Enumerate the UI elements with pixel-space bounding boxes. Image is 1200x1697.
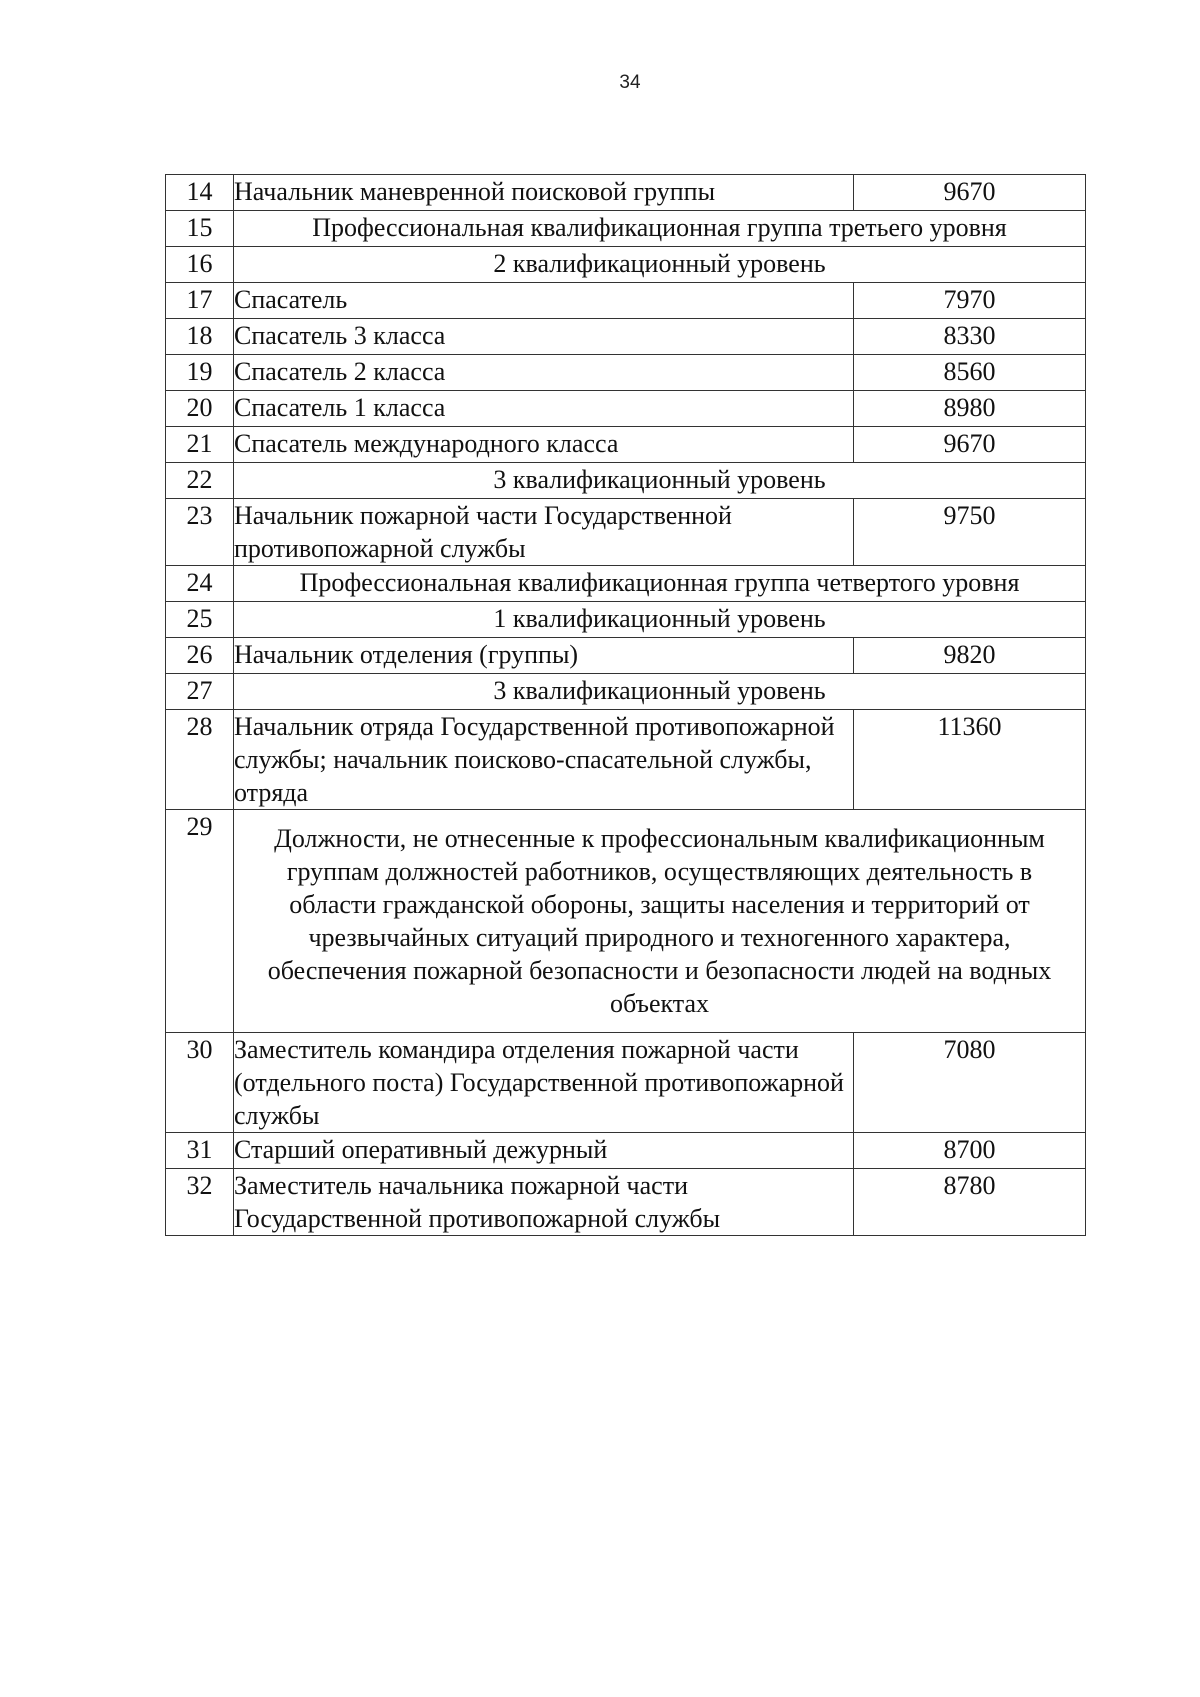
other-positions-heading: Должности, не отнесенные к профессиональным квалификационным группам должностей работников, осуществляющих деятельность в области гражданской обороны, защиты населения и территорий от чрезвычайных ситуаций природного и техногенного характера, обеспечения пожарной безопасности и безопасности людей на водных объектах: [234, 810, 1086, 1033]
row-number: 24: [166, 566, 234, 602]
salary-value: 9820: [854, 638, 1086, 674]
table-row: [166, 427, 1086, 463]
position-name: Заместитель начальника пожарной части Государственной противопожарной службы: [234, 1169, 854, 1236]
position-name: Начальник пожарной части Государственной противопожарной службы: [234, 499, 854, 566]
salary-value: 8980: [854, 391, 1086, 427]
row-number: 22: [166, 463, 234, 499]
table-row: [166, 1133, 1086, 1169]
group-heading: Профессиональная квалификационная группа четвертого уровня: [234, 566, 1086, 602]
salary-value: 11360: [854, 710, 1086, 810]
position-name: Старший оперативный дежурный: [234, 1133, 854, 1169]
level-heading: 3 квалификационный уровень: [234, 674, 1086, 710]
row-number: 17: [166, 283, 234, 319]
salary-value: 8700: [854, 1133, 1086, 1169]
salary-value: 8780: [854, 1169, 1086, 1236]
table-row: [166, 211, 1086, 247]
table-row: [166, 810, 1086, 1033]
salary-value: 7080: [854, 1033, 1086, 1133]
row-number: 30: [166, 1033, 234, 1133]
row-number: 15: [166, 211, 234, 247]
table-row: [166, 566, 1086, 602]
table-row: [166, 319, 1086, 355]
table-row: [166, 247, 1086, 283]
row-number: 18: [166, 319, 234, 355]
row-number: 20: [166, 391, 234, 427]
level-heading: 3 квалификационный уровень: [234, 463, 1086, 499]
salary-value: 8330: [854, 319, 1086, 355]
salary-value: 9670: [854, 427, 1086, 463]
salary-value: 7970: [854, 283, 1086, 319]
position-name: Начальник отряда Государственной противопожарной службы; начальник поисково-спасательной службы, отряда: [234, 710, 854, 810]
table-row: [166, 391, 1086, 427]
table-row: [166, 674, 1086, 710]
row-number: 28: [166, 710, 234, 810]
table-row: [166, 283, 1086, 319]
group-heading: Профессиональная квалификационная группа третьего уровня: [234, 211, 1086, 247]
position-name: Спасатель 3 класса: [234, 319, 854, 355]
position-name: Спасатель 2 класса: [234, 355, 854, 391]
position-name: Начальник маневренной поисковой группы: [234, 175, 854, 211]
row-number: 21: [166, 427, 234, 463]
salary-value: 9750: [854, 499, 1086, 566]
position-name: Спасатель международного класса: [234, 427, 854, 463]
row-number: 27: [166, 674, 234, 710]
table-row: [166, 1033, 1086, 1133]
row-number: 26: [166, 638, 234, 674]
row-number: 19: [166, 355, 234, 391]
table-row: [166, 175, 1086, 211]
row-number: 16: [166, 247, 234, 283]
table-row: [166, 602, 1086, 638]
row-number: 29: [166, 810, 234, 1033]
table-row: [166, 710, 1086, 810]
position-name: Начальник отделения (группы): [234, 638, 854, 674]
level-heading: 1 квалификационный уровень: [234, 602, 1086, 638]
level-heading: 2 квалификационный уровень: [234, 247, 1086, 283]
position-name: Заместитель командира отделения пожарной части (отдельного поста) Государственной противопожарной службы: [234, 1033, 854, 1133]
salary-value: 9670: [854, 175, 1086, 211]
position-name: Спасатель 1 класса: [234, 391, 854, 427]
page-number: 34: [619, 72, 641, 93]
table-row: [166, 638, 1086, 674]
table-row: [166, 355, 1086, 391]
table-row: [166, 463, 1086, 499]
salary-value: 8560: [854, 355, 1086, 391]
row-number: 32: [166, 1169, 234, 1236]
row-number: 25: [166, 602, 234, 638]
row-number: 23: [166, 499, 234, 566]
row-number: 14: [166, 175, 234, 211]
row-number: 31: [166, 1133, 234, 1169]
position-name: Спасатель: [234, 283, 854, 319]
table-row: [166, 1169, 1086, 1236]
table-row: [166, 499, 1086, 566]
salary-table: [165, 174, 1086, 1236]
